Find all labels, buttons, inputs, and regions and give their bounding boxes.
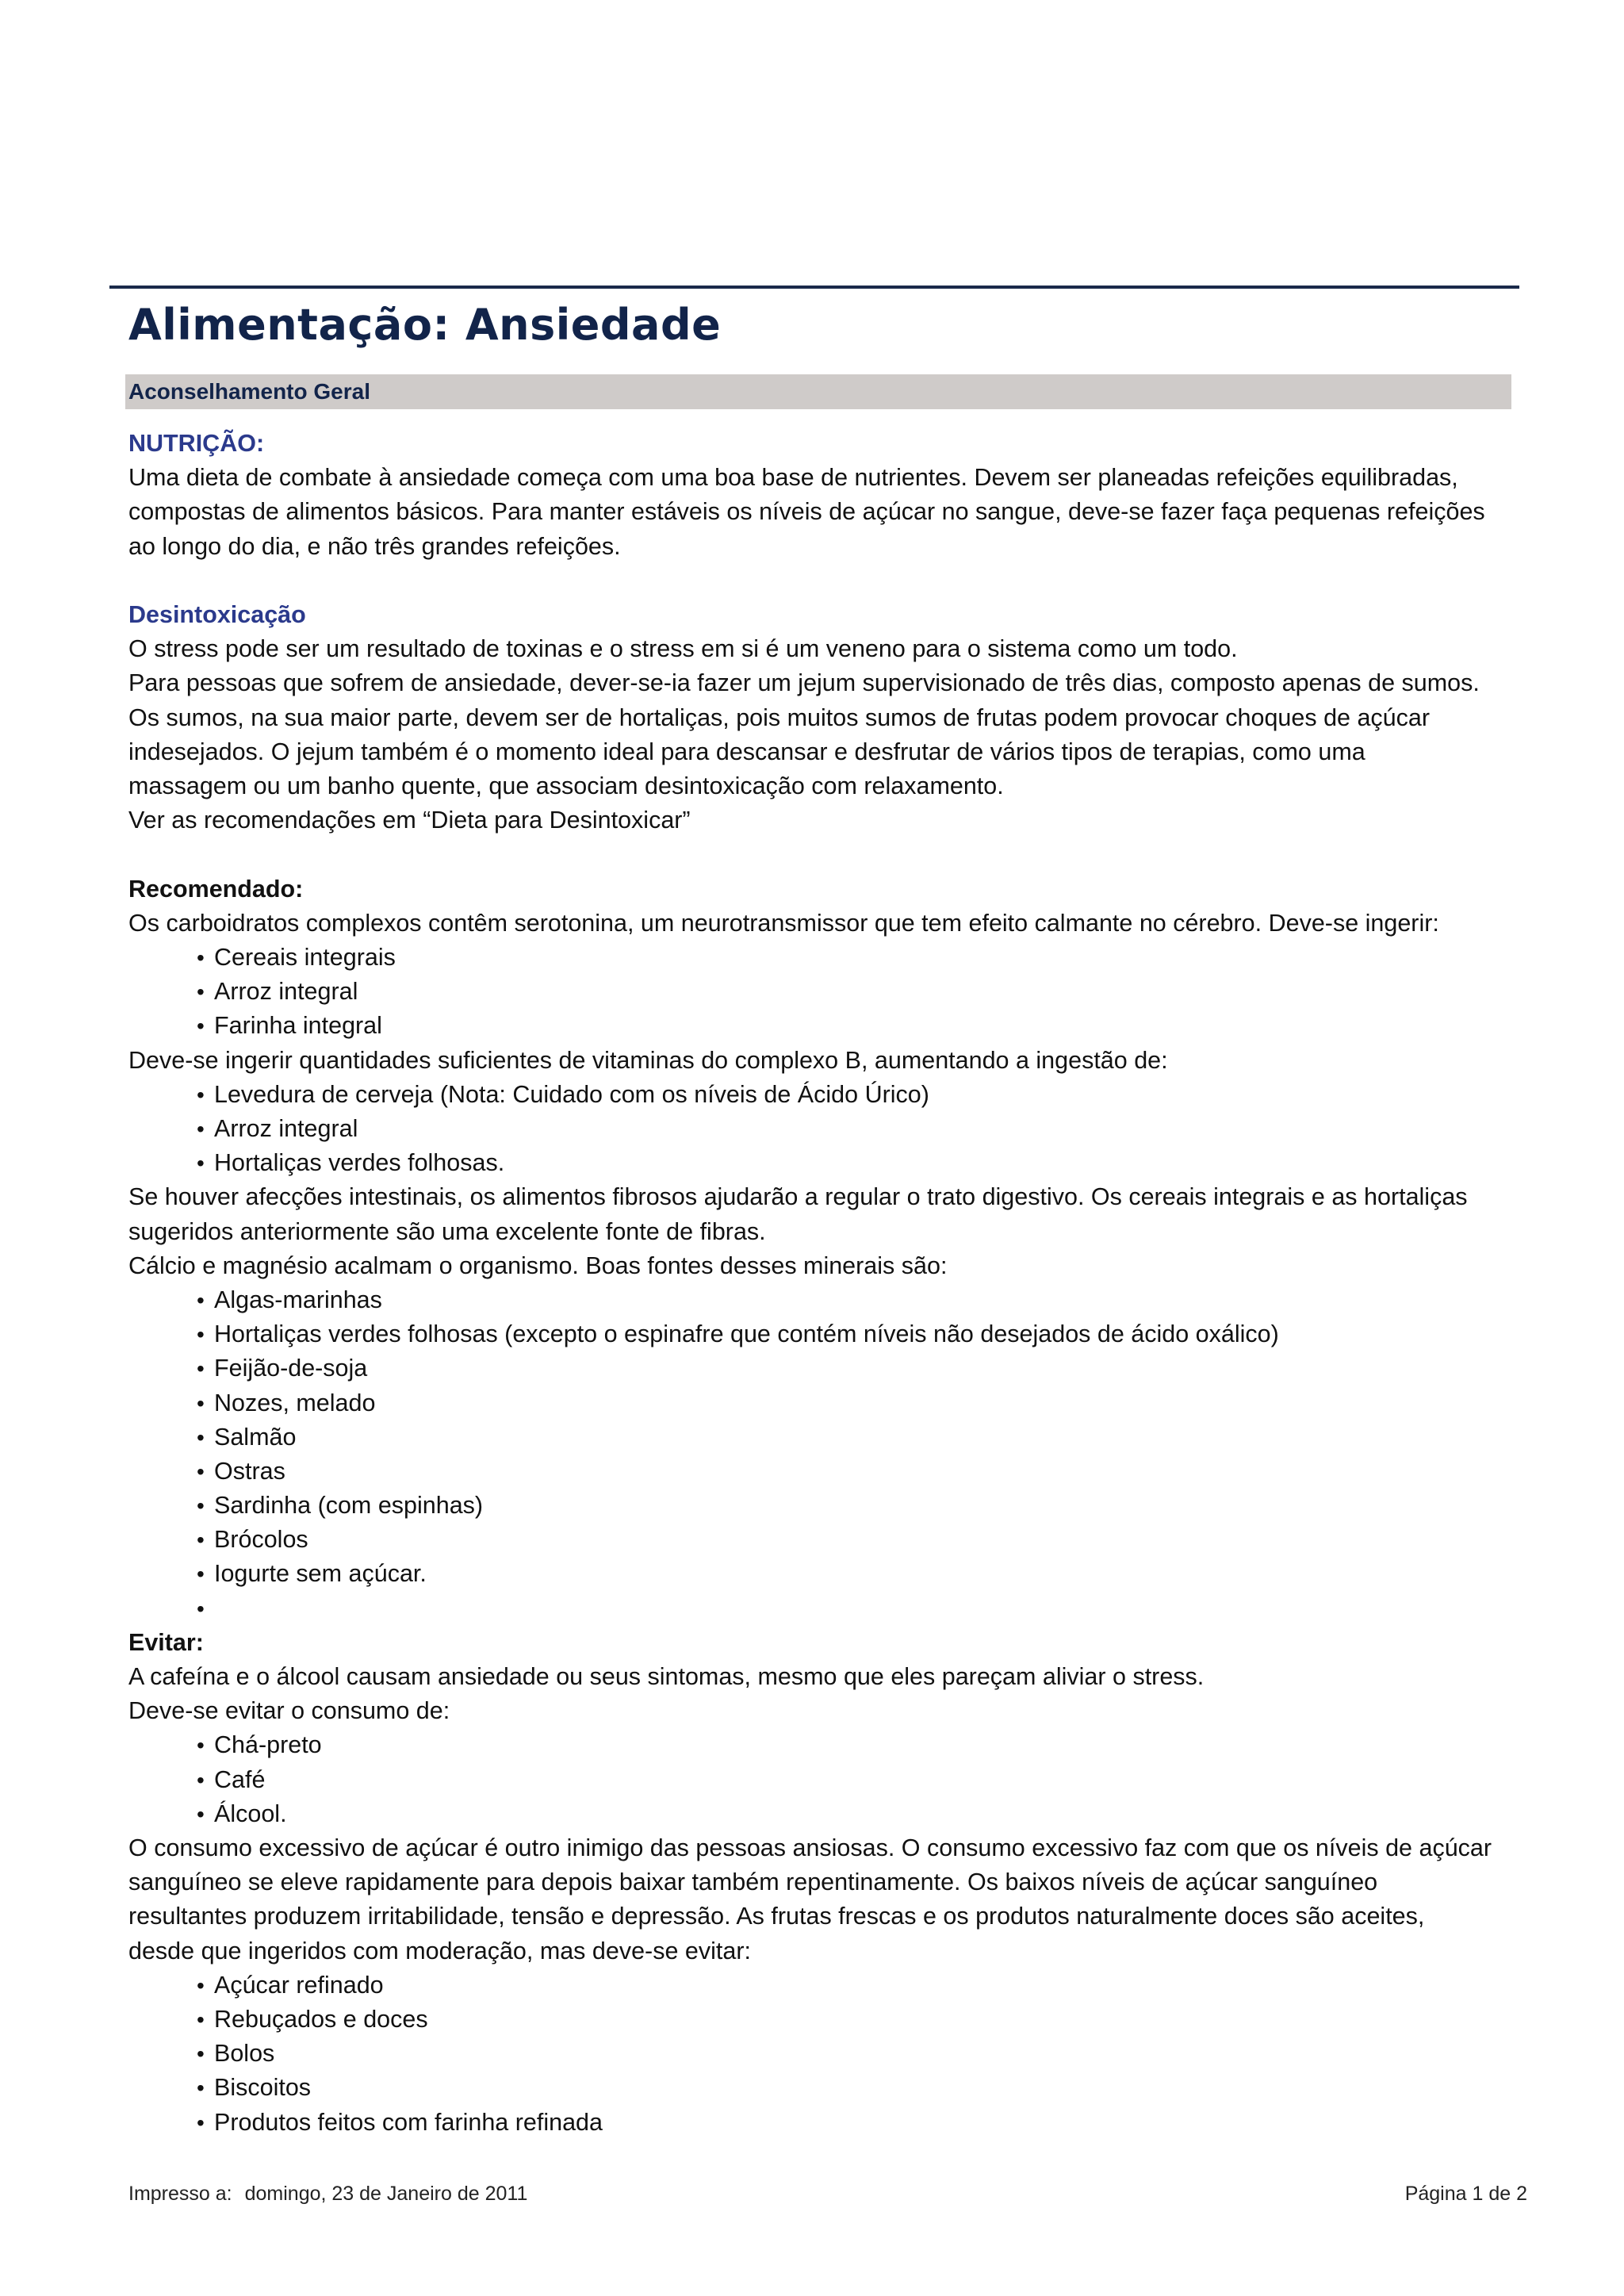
evitar-line: Deve-se evitar o consumo de: — [128, 1697, 450, 1725]
bullet-icon: • — [197, 1527, 205, 1553]
fibra-line: Se houver afecções intestinais, os alimentos fibrosos ajudarão a regular o trato digestivo. Os cereais integrais e as hortaliças — [128, 1183, 1468, 1211]
list-item-text: Produtos feitos com farinha refinada — [214, 2108, 603, 2136]
list-item — [197, 2003, 1524, 2037]
list-item-text: Arroz integral — [214, 978, 358, 1006]
document-body — [128, 427, 1524, 2140]
acucar-list — [128, 1968, 1524, 2140]
list-item — [197, 2037, 1524, 2071]
section-bar — [125, 374, 1511, 409]
bullet-icon: • — [197, 1767, 205, 1792]
footer-printed-label: Impresso a: — [128, 2183, 232, 2205]
list-item — [197, 1351, 1524, 1386]
list-item-text: Café — [214, 1765, 266, 1793]
acucar-line: resultantes produzem irritabilidade, tensão e depressão. As frutas frescas e os produtos naturalmente doces são aceites, — [128, 1903, 1425, 1930]
list-item-text: Biscoitos — [214, 2074, 312, 2102]
list-item-text: Brócolos — [214, 1526, 308, 1554]
list-item-text: Ostras — [214, 1457, 285, 1485]
bullet-icon: • — [197, 1082, 205, 1107]
list-item-text: Açúcar refinado — [214, 1971, 384, 1999]
bullet-icon: • — [197, 1424, 205, 1450]
list-item — [197, 1557, 1524, 1591]
list-item-text: Algas-marinhas — [214, 1286, 382, 1313]
list-item-text: Cereais integrais — [214, 944, 396, 972]
list-item — [197, 1455, 1524, 1489]
recomendado-intro: Os carboidratos complexos contêm serotonina, um neurotransmissor que tem efeito calmante no cérebro. Deve-se ingerir: — [128, 909, 1439, 937]
bullet-icon: • — [197, 2041, 205, 2067]
section-label: Aconselhamento Geral — [128, 379, 370, 404]
bullet-icon: • — [197, 1972, 205, 1998]
desintoxicacao-line: Os sumos, na sua maior parte, devem ser de hortaliças, pois muitos sumos de frutas podem provocar choques de açúcar — [128, 703, 1431, 731]
list-item-text: Bolos — [214, 2040, 275, 2068]
list-item — [197, 1009, 1524, 1043]
list-item-text: Álcool. — [214, 1800, 287, 1827]
list-item — [197, 1146, 1524, 1180]
fibra-line: sugeridos anteriormente são uma excelente fonte de fibras. — [128, 1217, 766, 1245]
bullet-icon: • — [197, 1014, 205, 1039]
vitaminas-list — [128, 1078, 1524, 1181]
bullet-icon: • — [197, 1493, 205, 1519]
list-item-text: Levedura de cerveja (Nota: Cuidado com os níveis de Ácido Úrico) — [214, 1080, 929, 1108]
desintoxicacao-heading: Desintoxicação — [128, 601, 306, 628]
carboidratos-list — [128, 941, 1524, 1044]
spacer — [128, 838, 1524, 872]
list-item — [197, 1797, 1524, 1831]
bullet-icon: • — [197, 1322, 205, 1347]
list-item-text: Rebuçados e doces — [214, 2006, 428, 2033]
bullet-icon: • — [197, 1562, 205, 1587]
list-item — [197, 941, 1524, 975]
header-rule — [109, 286, 1519, 289]
bullet-icon: • — [197, 2076, 205, 2101]
bullet-icon: • — [197, 1151, 205, 1176]
nutricao-line: compostas de alimentos básicos. Para manter estáveis os níveis de açúcar no sangue, deve-se fazer faça pequenas refeições — [128, 498, 1485, 526]
recomendado-intro: Deve-se ingerir quantidades suficientes de vitaminas do complexo B, aumentando a ingestão de: — [128, 1046, 1168, 1074]
acucar-line: desde que ingeridos com moderação, mas deve-se evitar: — [128, 1937, 751, 1964]
list-item-text: Arroz integral — [214, 1114, 358, 1142]
evitar-heading: Evitar: — [128, 1628, 204, 1656]
bullet-icon: • — [197, 1116, 205, 1141]
bullet-icon: • — [197, 1596, 205, 1621]
bullet-icon: • — [197, 2007, 205, 2032]
list-item-text: Nozes, melado — [214, 1389, 376, 1416]
acucar-line: sanguíneo se eleve rapidamente para depois baixar também repentinamente. Os baixos níveis de açúcar sanguíneo — [128, 1869, 1378, 1896]
recomendado-intro: Cálcio e magnésio acalmam o organismo. Boas fontes desses minerais são: — [128, 1251, 948, 1279]
list-item-text: Farinha integral — [214, 1012, 382, 1040]
bullet-icon: • — [197, 2110, 205, 2135]
nutricao-line: ao longo do dia, e não três grandes refeições. — [128, 532, 621, 560]
list-item — [197, 1078, 1524, 1112]
footer-printed — [128, 2183, 527, 2206]
bullet-icon: • — [197, 1458, 205, 1484]
bullet-icon: • — [197, 1356, 205, 1382]
list-item — [197, 1592, 1524, 1626]
bullet-icon: • — [197, 979, 205, 1005]
list-item — [197, 1523, 1524, 1557]
list-item — [197, 1283, 1524, 1317]
list-item — [197, 1386, 1524, 1420]
bullet-icon: • — [197, 945, 205, 971]
page-title: Alimentação: Ansiedade — [128, 300, 722, 350]
list-item — [197, 1728, 1524, 1762]
list-item-text: Chá-preto — [214, 1731, 322, 1759]
acucar-line: O consumo excessivo de açúcar é outro inimigo das pessoas ansiosas. O consumo excessivo faz com que os níveis de açúcar — [128, 1834, 1492, 1861]
nutricao-line: Uma dieta de combate à ansiedade começa com uma boa base de nutrientes. Devem ser planeadas refeições equilibradas, — [128, 464, 1458, 492]
list-item-text: Hortaliças verdes folhosas. — [214, 1149, 505, 1177]
desintoxicacao-line: massagem ou um banho quente, que associam desintoxicação com relaxamento. — [128, 772, 1004, 800]
list-item — [197, 2106, 1524, 2140]
bullet-icon: • — [197, 1733, 205, 1758]
list-item-text: Iogurte sem açúcar. — [214, 1560, 427, 1588]
spacer — [128, 564, 1524, 598]
recomendado-heading: Recomendado: — [128, 875, 304, 903]
desintoxicacao-line: Para pessoas que sofrem de ansiedade, dever-se-ia fazer um jejum supervisionado de três dias, composto apenas de sumos. — [128, 669, 1480, 697]
bullet-icon: • — [197, 1390, 205, 1416]
list-item-text: Hortaliças verdes folhosas (excepto o espinafre que contém níveis não desejados de ácido oxálico) — [214, 1320, 1279, 1348]
list-item-text: Sardinha (com espinhas) — [214, 1492, 484, 1520]
list-item — [197, 1112, 1524, 1146]
list-item — [197, 2071, 1524, 2105]
bullet-icon: • — [197, 1287, 205, 1313]
footer-page-number: Página 1 de 2 — [1404, 2183, 1527, 2205]
list-item — [197, 1968, 1524, 2003]
list-item-text: Salmão — [214, 1423, 297, 1451]
desintoxicacao-line: O stress pode ser um resultado de toxinas e o stress em si é um veneno para o sistema como um todo. — [128, 635, 1238, 663]
evitar-line: A cafeína e o álcool causam ansiedade ou seus sintomas, mesmo que eles pareçam aliviar o stress. — [128, 1663, 1205, 1691]
list-item — [197, 1489, 1524, 1523]
desintoxicacao-line: indesejados. O jejum também é o momento ideal para descansar e desfrutar de vários tipos de terapias, como uma — [128, 738, 1365, 765]
bebidas-list — [128, 1728, 1524, 1831]
list-item — [197, 975, 1524, 1009]
bullet-icon: • — [197, 1801, 205, 1826]
footer-printed-date: domingo, 23 de Janeiro de 2011 — [244, 2183, 528, 2205]
list-item — [197, 1420, 1524, 1455]
desintoxicacao-line: Ver as recomendações em “Dieta para Desintoxicar” — [128, 807, 691, 834]
list-item — [197, 1317, 1524, 1351]
list-item — [197, 1763, 1524, 1797]
nutricao-heading: NUTRIÇÃO: — [128, 430, 265, 457]
list-item-text: Feijão-de-soja — [214, 1355, 368, 1382]
minerais-list — [128, 1283, 1524, 1626]
